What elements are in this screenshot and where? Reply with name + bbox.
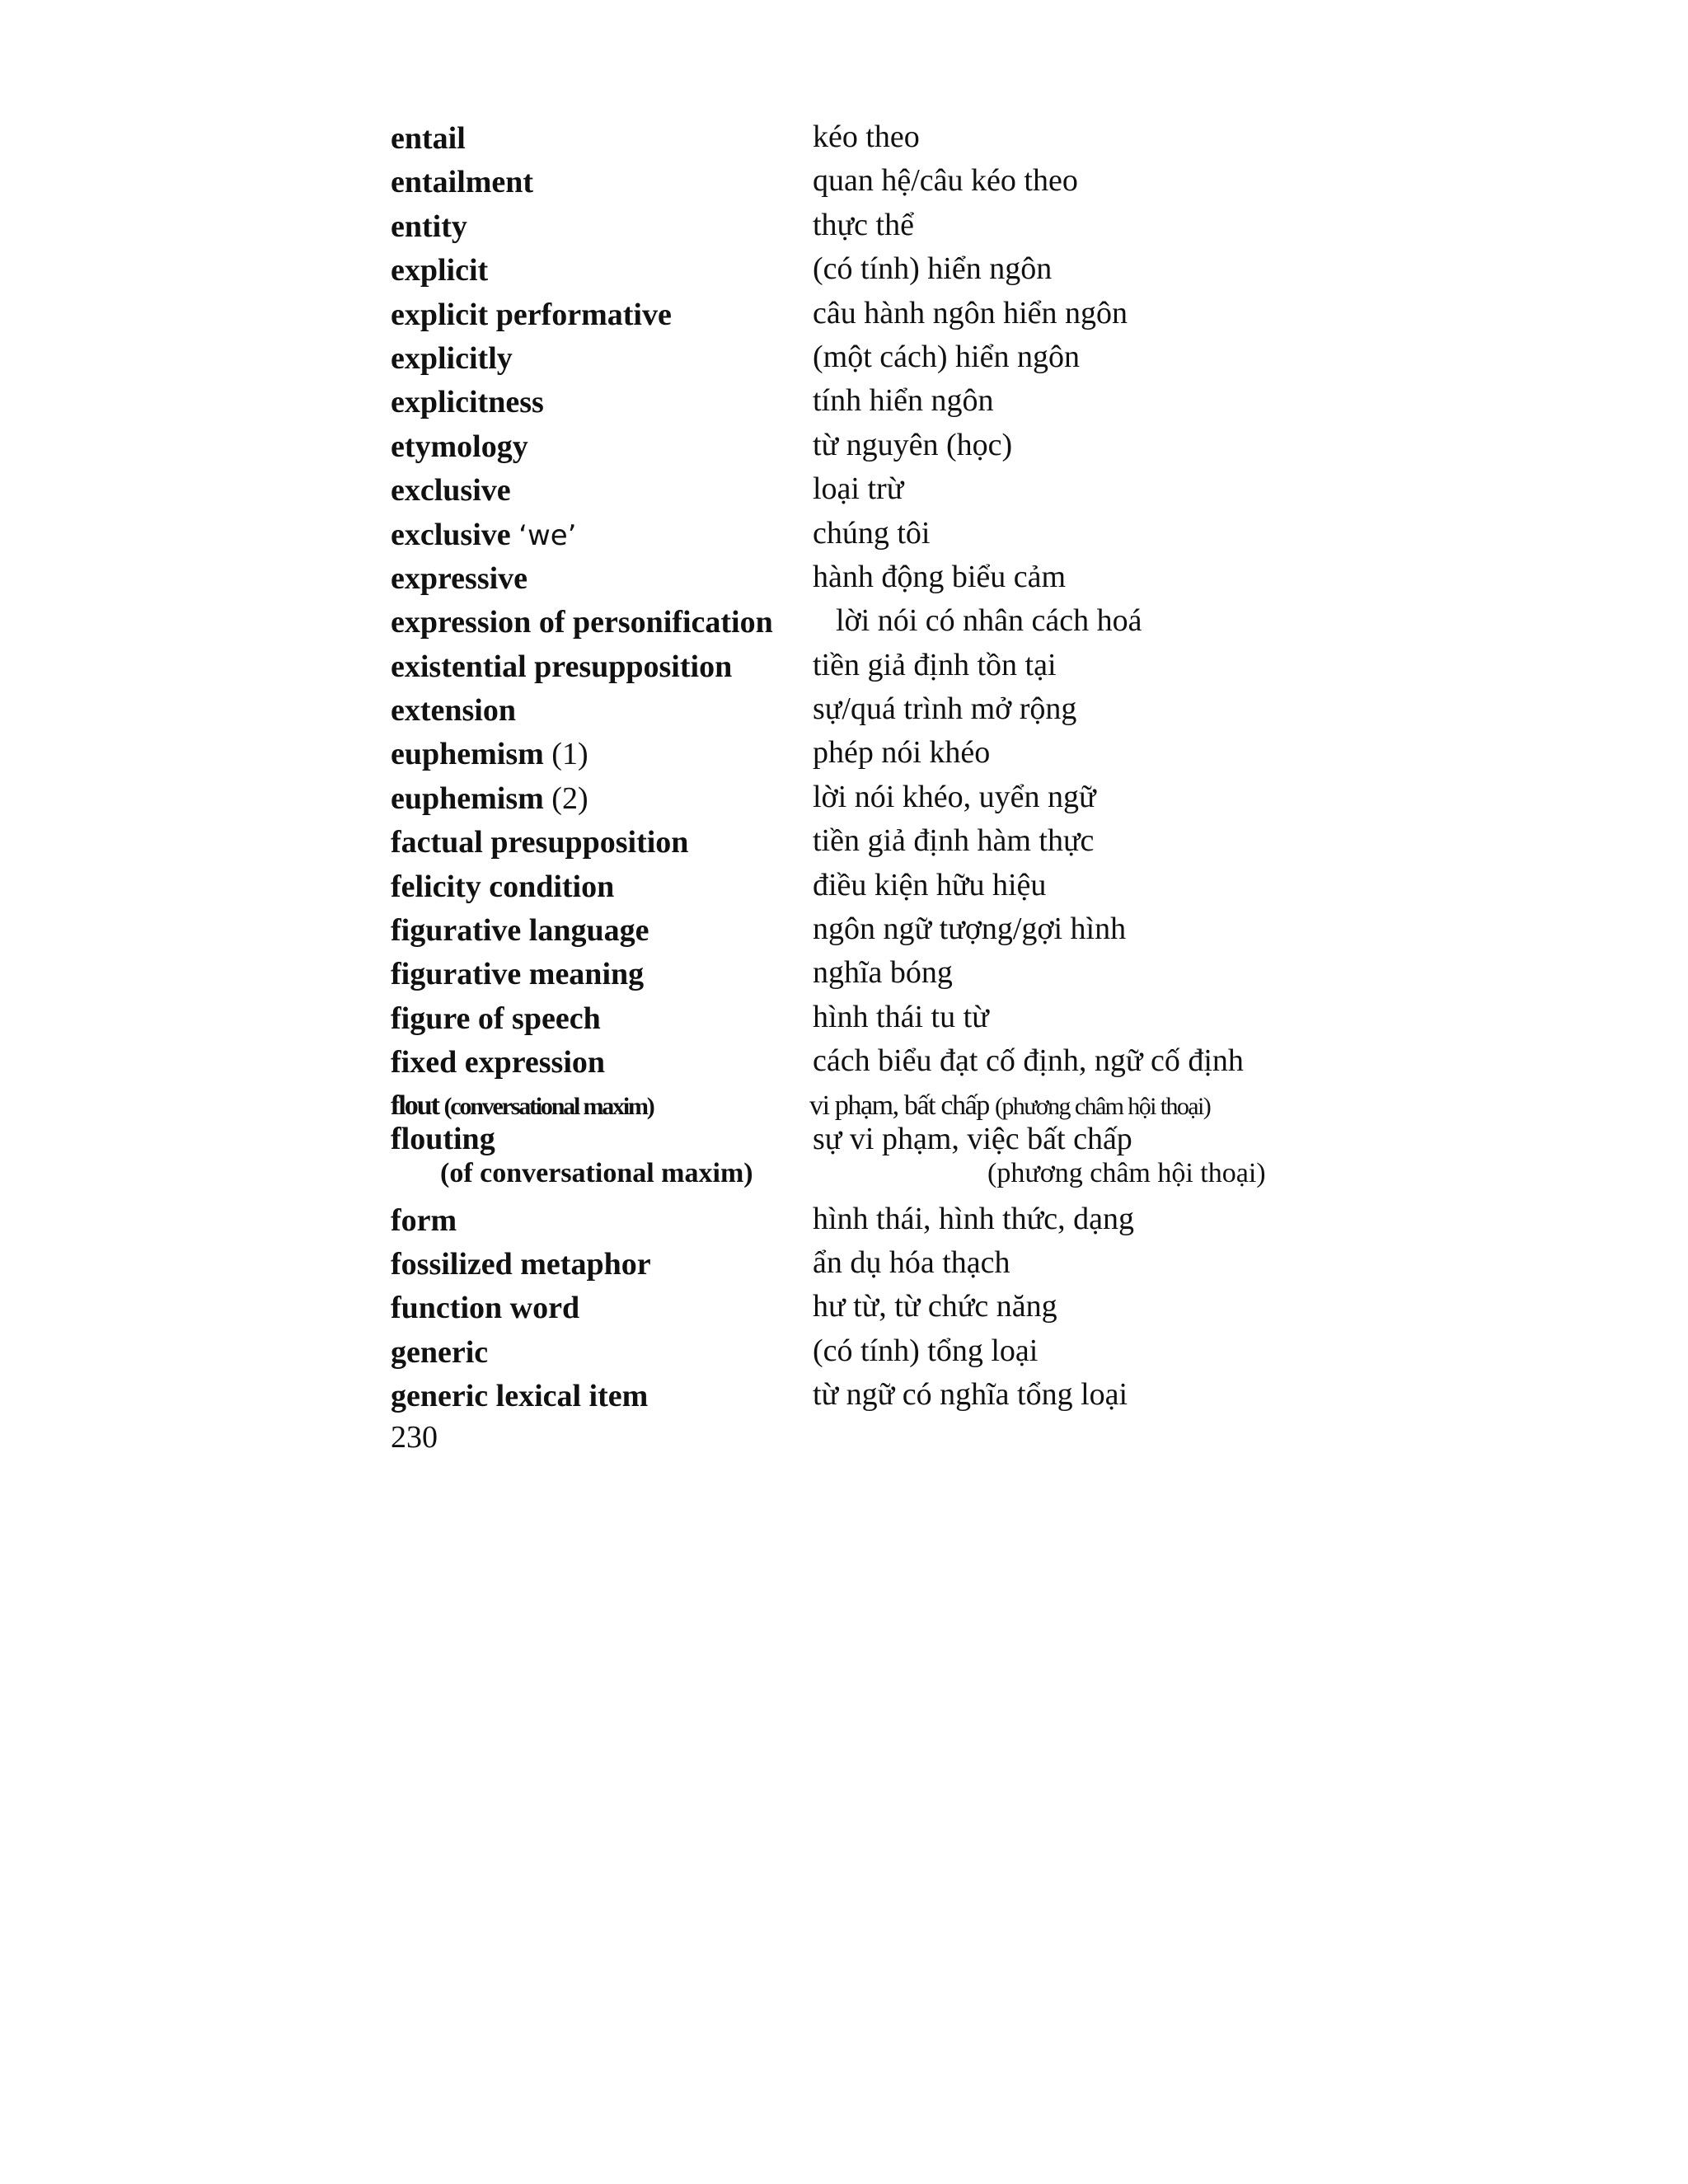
entry-term: entail xyxy=(391,121,466,156)
entry-gloss: hình thái tu từ xyxy=(813,999,989,1034)
entry-gloss: ẩn dụ hóa thạch xyxy=(813,1244,1010,1280)
entry-gloss: loại trừ xyxy=(813,471,904,507)
glossary-entry xyxy=(391,425,1380,469)
glossary-entry xyxy=(391,733,1380,776)
glossary-entry xyxy=(391,1286,1380,1330)
glossary-list xyxy=(391,117,1380,1419)
entry-gloss: từ ngữ có nghĩa tổng loại xyxy=(813,1377,1128,1413)
entry-term: fixed expression xyxy=(391,1045,606,1080)
glossary-entry xyxy=(391,865,1380,909)
entry-gloss: điều kiện hữu hiệu xyxy=(813,867,1047,902)
entry-gloss: câu hành ngôn hiển ngôn xyxy=(813,295,1128,330)
glossary-entry xyxy=(391,909,1380,953)
glossary-entry xyxy=(391,1041,1380,1085)
glossary-entry xyxy=(391,337,1380,381)
entry-gloss: chúng tôi xyxy=(813,515,931,551)
entry-gloss: cách biểu đạt cố định, ngữ cố định xyxy=(813,1043,1244,1079)
glossary-entry xyxy=(391,293,1380,337)
entry-term: explicitly xyxy=(391,340,513,376)
glossary-entry xyxy=(391,1199,1380,1243)
entry-gloss-qualifier: (phương châm hội thoại) xyxy=(995,1092,1211,1120)
entry-term-main: euphemism xyxy=(391,780,544,816)
entry-gloss xyxy=(813,1122,1266,1191)
entry-gloss: (có tính) hiển ngôn xyxy=(813,251,1053,287)
entry-term xyxy=(391,1122,753,1191)
entry-term: felicity condition xyxy=(391,869,615,904)
entry-term-qualifier: (of conversational maxim) xyxy=(440,1157,753,1188)
glossary-entry xyxy=(391,645,1380,689)
glossary-entry xyxy=(391,777,1380,821)
entry-gloss: kéo theo xyxy=(813,120,920,154)
entry-gloss: (có tính) tổng loại xyxy=(813,1333,1039,1368)
entry-term: etymology xyxy=(391,429,528,464)
entry-term-main: flouting xyxy=(391,1121,495,1156)
entry-gloss: nghĩa bóng xyxy=(813,955,953,991)
entry-term-main: exclusive xyxy=(391,517,511,552)
entry-term: explicit performative xyxy=(391,297,672,332)
glossary-entry xyxy=(391,1122,1380,1194)
entry-term-sense: (2) xyxy=(551,780,588,816)
entry-term: entailment xyxy=(391,165,534,200)
page-number: 230 xyxy=(391,1420,438,1455)
entry-gloss: sự/quá trình mở rộng xyxy=(813,691,1077,727)
glossary-entry xyxy=(391,1375,1380,1418)
entry-term: explicit xyxy=(391,253,489,288)
entry-term: generic xyxy=(391,1334,489,1370)
entry-gloss: quan hệ/câu kéo theo xyxy=(813,163,1078,199)
entry-term: form xyxy=(391,1202,457,1238)
entry-gloss: (một cách) hiển ngôn xyxy=(813,339,1080,374)
entry-term: function word xyxy=(391,1291,580,1326)
entry-term: expression of personification xyxy=(391,605,773,640)
glossary-entry xyxy=(391,997,1380,1041)
glossary-entry xyxy=(391,1243,1380,1286)
entry-term: expressive xyxy=(391,560,528,596)
entry-gloss: hư từ, từ chức năng xyxy=(813,1289,1057,1324)
glossary-entry xyxy=(391,953,1380,996)
entry-gloss: hình thái, hình thức, dạng xyxy=(813,1201,1134,1236)
entry-gloss-main: sự vi phạm, việc bất chấp xyxy=(813,1121,1132,1156)
entry-gloss-qualifier: (phương châm hội thoại) xyxy=(987,1157,1266,1188)
glossary-entry xyxy=(391,249,1380,293)
entry-term xyxy=(391,733,588,776)
entry-gloss: lời nói khéo, uyển ngữ xyxy=(813,779,1096,814)
entry-term xyxy=(391,1090,654,1122)
glossary-entry xyxy=(391,205,1380,249)
glossary-entry xyxy=(391,1090,1380,1122)
entry-term xyxy=(391,513,576,558)
entry-term-main: euphemism xyxy=(391,737,544,772)
entry-gloss-main: vi phạm, bất chấp xyxy=(809,1090,989,1121)
glossary-entry xyxy=(391,689,1380,733)
entry-term-sense: (1) xyxy=(551,737,588,772)
entry-term: factual presupposition xyxy=(391,825,689,860)
entry-term: figurative meaning xyxy=(391,957,645,992)
glossary-entry xyxy=(391,161,1380,204)
entry-gloss: tiền giả định tồn tại xyxy=(813,647,1057,682)
entry-term xyxy=(391,777,588,821)
entry-term: extension xyxy=(391,693,516,729)
entry-gloss: lời nói có nhân cách hoá xyxy=(836,603,1142,639)
glossary-entry xyxy=(391,821,1380,865)
entry-term: exclusive xyxy=(391,473,511,509)
glossary-entry xyxy=(391,117,1380,161)
entry-term: explicitness xyxy=(391,385,544,420)
glossary-entry xyxy=(391,381,1380,424)
entry-term: generic lexical item xyxy=(391,1379,649,1414)
entry-gloss: từ nguyên (học) xyxy=(813,427,1013,462)
entry-term-quoted: ‘we’ xyxy=(518,518,577,552)
entry-gloss: hành động biểu cảm xyxy=(813,559,1067,594)
glossary-entry xyxy=(391,469,1380,513)
entry-term: fossilized metaphor xyxy=(391,1246,651,1282)
entry-gloss: ngôn ngữ tượng/gợi hình xyxy=(813,912,1127,947)
entry-term: figure of speech xyxy=(391,1001,601,1036)
entry-term: figurative language xyxy=(391,913,649,949)
entry-gloss: thực thể xyxy=(813,207,914,242)
entry-gloss: tính hiển ngôn xyxy=(813,383,994,419)
entry-term-qualifier: (conversational maxim) xyxy=(443,1092,654,1120)
entry-gloss: phép nói khéo xyxy=(813,735,991,771)
entry-gloss: tiền giả định hàm thực xyxy=(813,823,1095,859)
entry-term: existential presupposition xyxy=(391,649,733,684)
glossary-entry xyxy=(391,601,1380,644)
glossary-entry xyxy=(391,1331,1380,1375)
entry-term: entity xyxy=(391,209,467,244)
glossary-entry xyxy=(391,513,1380,557)
entry-term-main: flout xyxy=(391,1090,438,1121)
entry-gloss xyxy=(809,1090,1210,1122)
glossary-entry xyxy=(391,557,1380,601)
